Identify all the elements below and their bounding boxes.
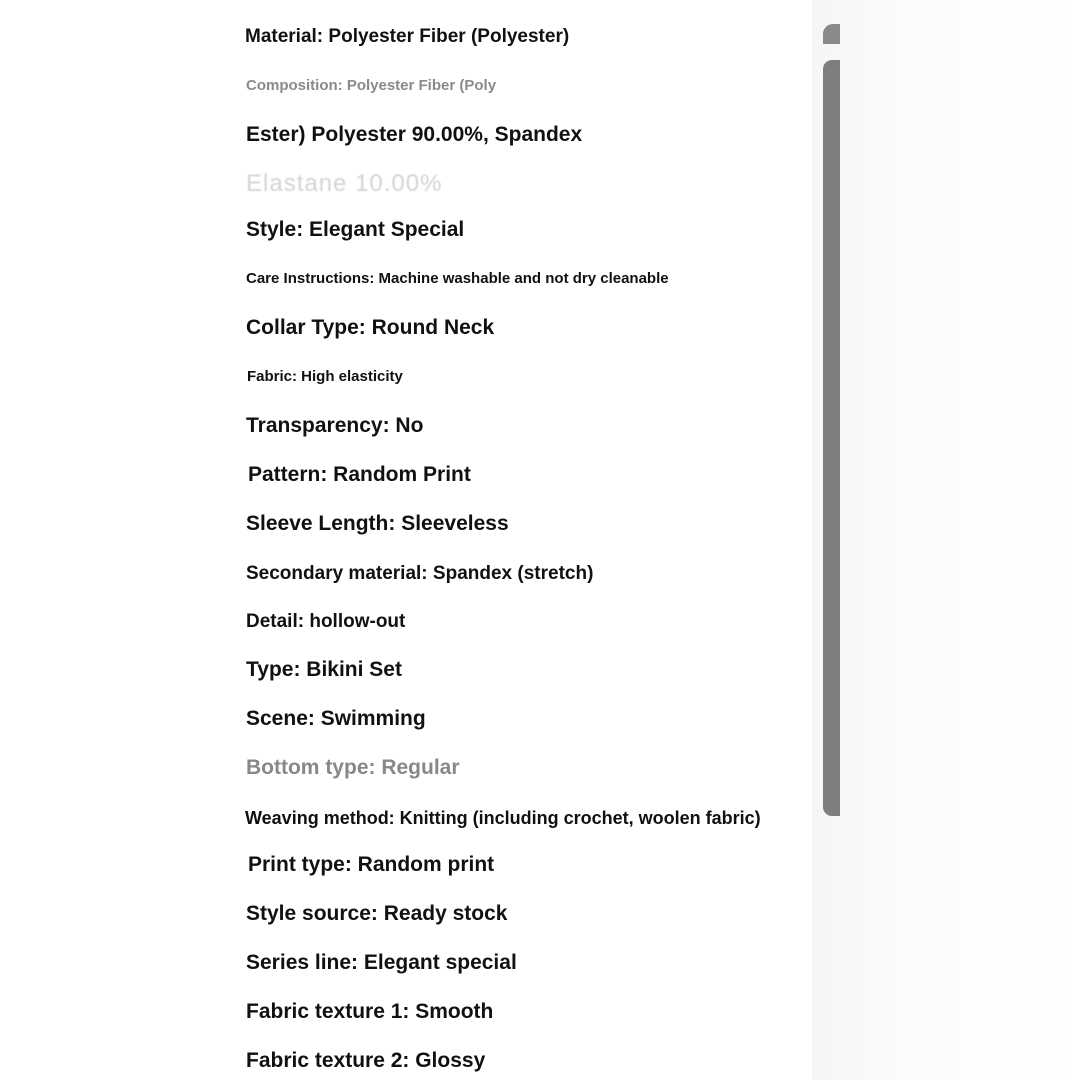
spec-collar-type: Collar Type: Round Neck [246,316,495,339]
spec-type: Type: Bikini Set [246,658,402,681]
spec-fabric: Fabric: High elasticity [247,368,403,385]
spec-bottom-type: Bottom type: Regular [246,756,460,779]
spec-secondary-material: Secondary material: Spandex (stretch) [246,563,594,584]
spec-composition-cont: Ester) Polyester 90.00%, Spandex [246,123,583,146]
spec-sleeve-length: Sleeve Length: Sleeveless [246,512,509,535]
scrollbar-arrow[interactable] [823,24,840,44]
spec-fabric-texture-1: Fabric texture 1: Smooth [246,1000,494,1023]
spec-series-line: Series line: Elegant special [246,951,517,974]
spec-print-type: Print type: Random print [248,853,495,876]
spec-pattern: Pattern: Random Print [248,463,471,486]
spec-composition: Composition: Polyester Fiber (Poly [246,77,497,94]
spec-composition-faded: Elastane 10.00% [246,170,443,197]
spec-transparency: Transparency: No [246,414,424,437]
right-panel-background [812,0,1080,1080]
spec-detail: Detail: hollow-out [246,611,406,632]
spec-scene: Scene: Swimming [246,707,426,730]
spec-style-source: Style source: Ready stock [246,902,508,925]
spec-weaving-method: Weaving method: Knitting (including crochet, woolen fabric) [245,808,761,828]
scrollbar-thumb[interactable] [823,60,840,816]
spec-care-instructions: Care Instructions: Machine washable and not dry cleanable [246,270,669,287]
spec-fabric-texture-2: Fabric texture 2: Glossy [246,1049,486,1072]
spec-style: Style: Elegant Special [246,218,465,241]
spec-material: Material: Polyester Fiber (Polyester) [245,26,570,47]
